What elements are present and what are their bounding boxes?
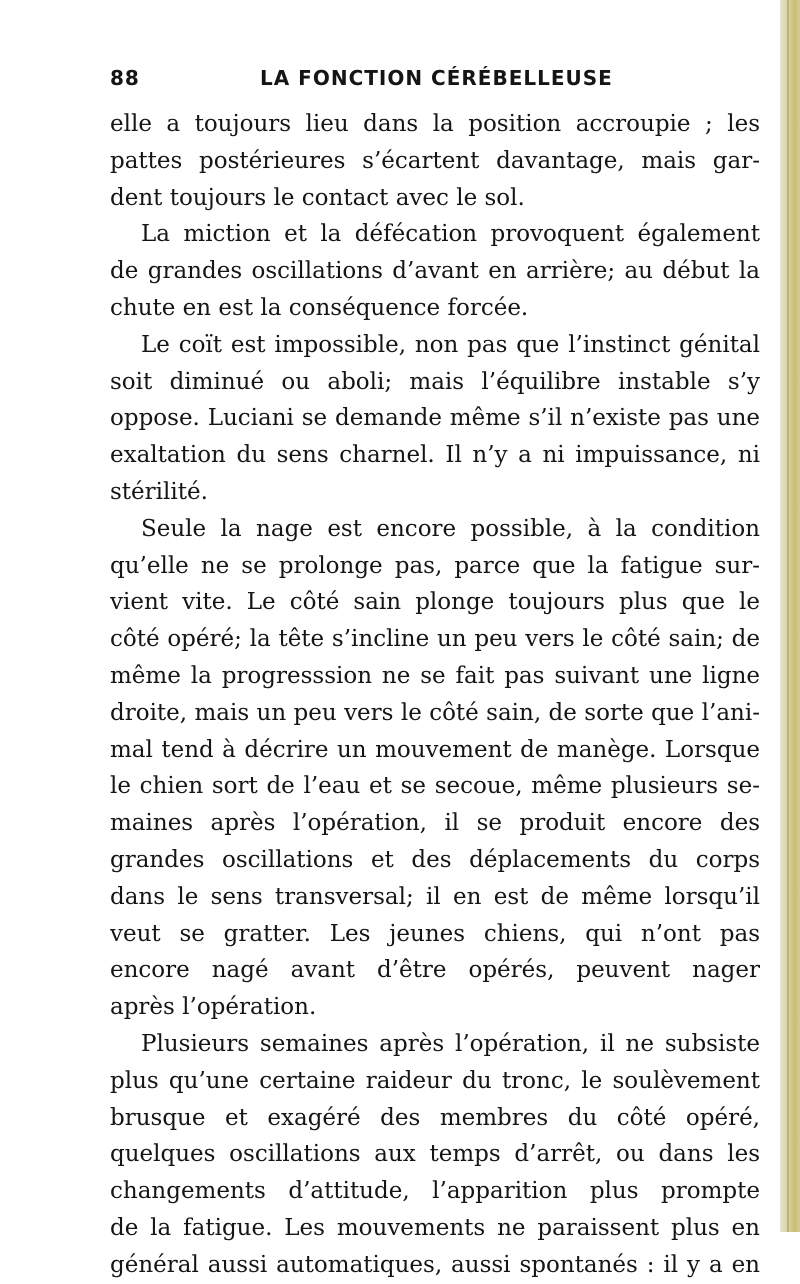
page-edge xyxy=(780,0,800,1232)
text-line: Le coït est impossible, non pas que l’instinct génital xyxy=(141,331,760,358)
text-line: La miction et la défécation provoquent également xyxy=(141,221,760,248)
text-line: même la progresssion ne se fait pas suivant une ligne xyxy=(110,662,760,689)
text-line: pattes postérieures s’écartent davantage, mais gar- xyxy=(110,147,760,174)
text-line: droite, mais un peu vers le côté sain, de sorte que l’ani- xyxy=(110,699,760,726)
text-line: brusque et exagéré des membres du côté opéré, xyxy=(110,1104,760,1131)
running-title: LA FONCTION CÉRÉBELLEUSE xyxy=(260,66,613,90)
text-line: côté opéré; la tête s’incline un peu vers le côté sain; de xyxy=(110,626,760,653)
text-line: changements d’attitude, l’apparition plus prompte xyxy=(110,1178,760,1205)
text-line: quelques oscillations aux temps d’arrêt, ou dans les xyxy=(110,1141,760,1168)
text-line: qu’elle ne se prolonge pas, parce que la fatigue sur- xyxy=(110,552,760,579)
text-line: elle a toujours lieu dans la position accroupie ; les xyxy=(110,111,760,137)
text-line: grandes oscillations et des déplacements du corps xyxy=(110,846,760,873)
text-line: après l’opération. xyxy=(110,994,317,1021)
text-line: veut se gratter. Les jeunes chiens, qui n’ont pas xyxy=(110,920,760,947)
text-line: Plusieurs semaines après l’opération, il ne subsiste xyxy=(141,1030,760,1057)
text-line: Seule la nage est encore possible, à la condition xyxy=(141,515,760,542)
text-line: général aussi automatiques, aussi spontanés : il y a en xyxy=(110,1251,760,1278)
text-line: mal tend à décrire un mouvement de manège. Lorsque xyxy=(110,736,760,763)
text-line: stérilité. xyxy=(110,478,208,505)
text-line: dans le sens transversal; il en est de même lorsqu’il xyxy=(110,883,760,910)
text-line: plus qu’une certaine raideur du tronc, le soulèvement xyxy=(110,1067,760,1094)
text-line: chute en est la conséquence forcée. xyxy=(110,294,529,321)
text-line: oppose. Luciani se demande même s’il n’existe pas une xyxy=(110,405,760,432)
text-line: maines après l’opération, il se produit encore des xyxy=(110,810,760,837)
text-line: vient vite. Le côté sain plonge toujours plus que le xyxy=(110,589,760,616)
page-number: 88 xyxy=(110,66,140,90)
running-head xyxy=(110,62,770,94)
text-line: de la fatigue. Les mouvements ne paraissent plus en xyxy=(110,1214,760,1241)
text-line: de grandes oscillations d’avant en arrière; au début la xyxy=(110,258,760,285)
text-line: soit diminué ou aboli; mais l’équilibre instable s’y xyxy=(110,368,760,395)
text-line: dent toujours le contact avec le sol. xyxy=(110,184,525,211)
text-line: exaltation du sens charnel. Il n’y a ni impuissance, ni xyxy=(110,442,760,469)
body-text xyxy=(110,106,760,1284)
text-line: encore nagé avant d’être opérés, peuvent nager xyxy=(110,957,760,984)
text-line: le chien sort de l’eau et se secoue, même plusieurs se- xyxy=(110,773,760,800)
